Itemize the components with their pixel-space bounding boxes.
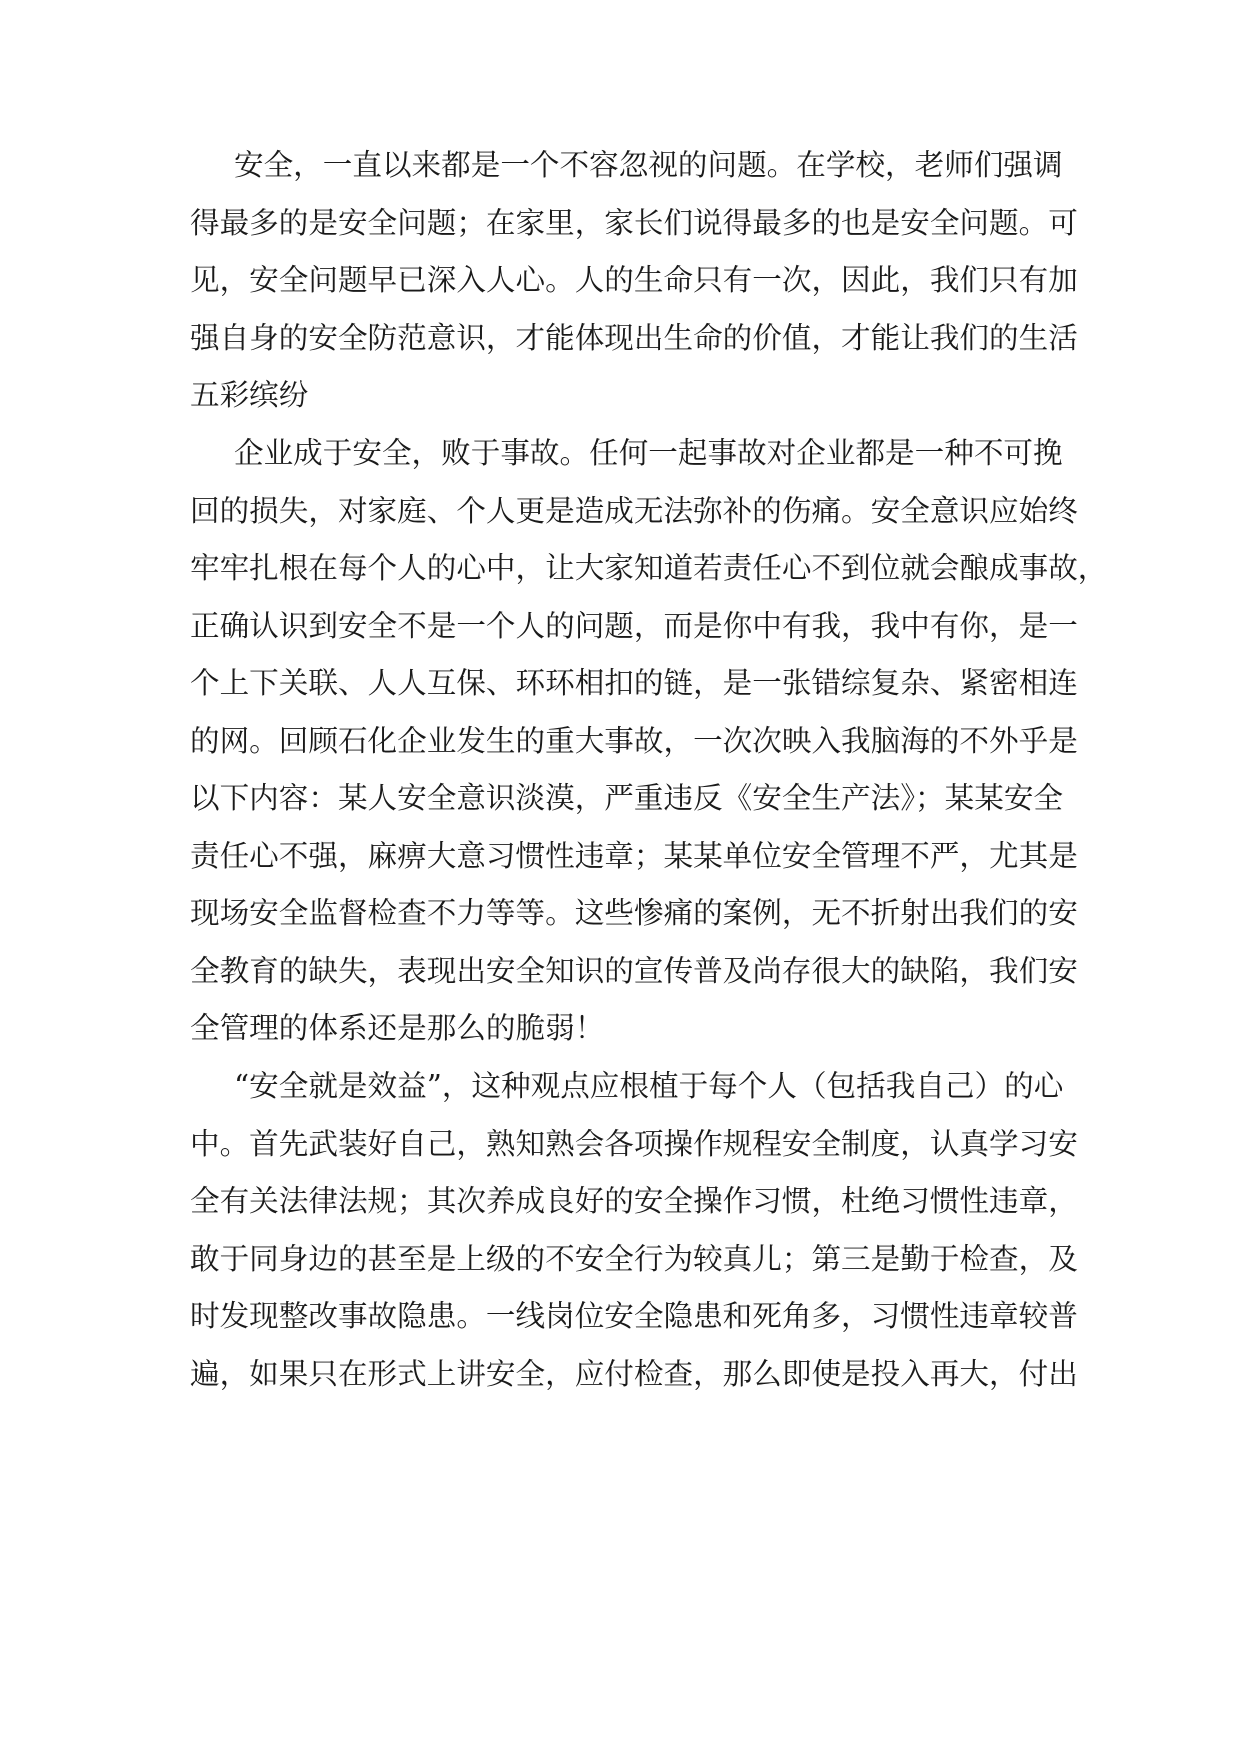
paragraph-2-line-3: 牢牢扎根在每个人的心中，让大家知道若责任心不到位就会酿成事故， <box>190 551 1108 585</box>
paragraph-2-line-9: 现场安全监督检查不力等等。这些惨痛的案例，无不折射出我们的安 <box>190 896 1078 930</box>
paragraph-2-line-4: 正确认识到安全不是一个人的问题，而是你中有我，我中有你，是一 <box>190 609 1078 643</box>
paragraph-1-line-2: 得最多的是安全问题；在家里，家长们说得最多的也是安全问题。可 <box>190 206 1078 240</box>
paragraph-3-line-5: 时发现整改事故隐患。一线岗位安全隐患和死角多，习惯性违章较普 <box>190 1299 1078 1333</box>
paragraph-2-line-10: 全教育的缺失，表现出安全知识的宣传普及尚存很大的缺陷，我们安 <box>190 954 1078 988</box>
paragraph-2-line-1: 企业成于安全，败于事故。任何一起事故对企业都是一种不可挽 <box>234 436 1063 470</box>
paragraph-1-line-5: 五彩缤纷 <box>190 378 309 412</box>
paragraph-2-line-6: 的网。回顾石化企业发生的重大事故，一次次映入我脑海的不外乎是 <box>190 724 1078 758</box>
paragraph-2-line-11: 全管理的体系还是那么的脆弱！ <box>190 1011 605 1045</box>
paragraph-3-line-6: 遍，如果只在形式上讲安全，应付检查，那么即使是投入再大，付出 <box>190 1357 1078 1391</box>
paragraph-2-line-7: 以下内容：某人安全意识淡漠，严重违反《安全生产法》；某某安全 <box>190 781 1064 815</box>
paragraph-3-line-2: 中。首先武装好自己，熟知熟会各项操作规程安全制度，认真学习安 <box>190 1127 1078 1161</box>
paragraph-3-line-4: 敢于同身边的甚至是上级的不安全行为较真儿；第三是勤于检查，及 <box>190 1242 1078 1276</box>
paragraph-2-line-5: 个上下关联、人人互保、环环相扣的链，是一张错综复杂、紧密相连 <box>190 666 1078 700</box>
paragraph-2-line-8: 责任心不强，麻痹大意习惯性违章；某某单位安全管理不严，尤其是 <box>190 839 1078 873</box>
paragraph-1-line-1: 安全，一直以来都是一个不容忽视的问题。在学校，老师们强调 <box>234 148 1063 182</box>
paragraph-3-line-3: 全有关法律法规；其次养成良好的安全操作习惯，杜绝习惯性违章， <box>190 1184 1078 1218</box>
paragraph-1-line-3: 见，安全问题早已深入人心。人的生命只有一次，因此，我们只有加 <box>190 263 1078 297</box>
paragraph-3-line-1: “安全就是效益”，这种观点应根植于每个人（包括我自己）的心 <box>234 1069 1064 1103</box>
paragraph-2-line-2: 回的损失，对家庭、个人更是造成无法弥补的伤痛。安全意识应始终 <box>190 494 1078 528</box>
paragraph-1-line-4: 强自身的安全防范意识，才能体现出生命的价值，才能让我们的生活 <box>190 321 1078 355</box>
